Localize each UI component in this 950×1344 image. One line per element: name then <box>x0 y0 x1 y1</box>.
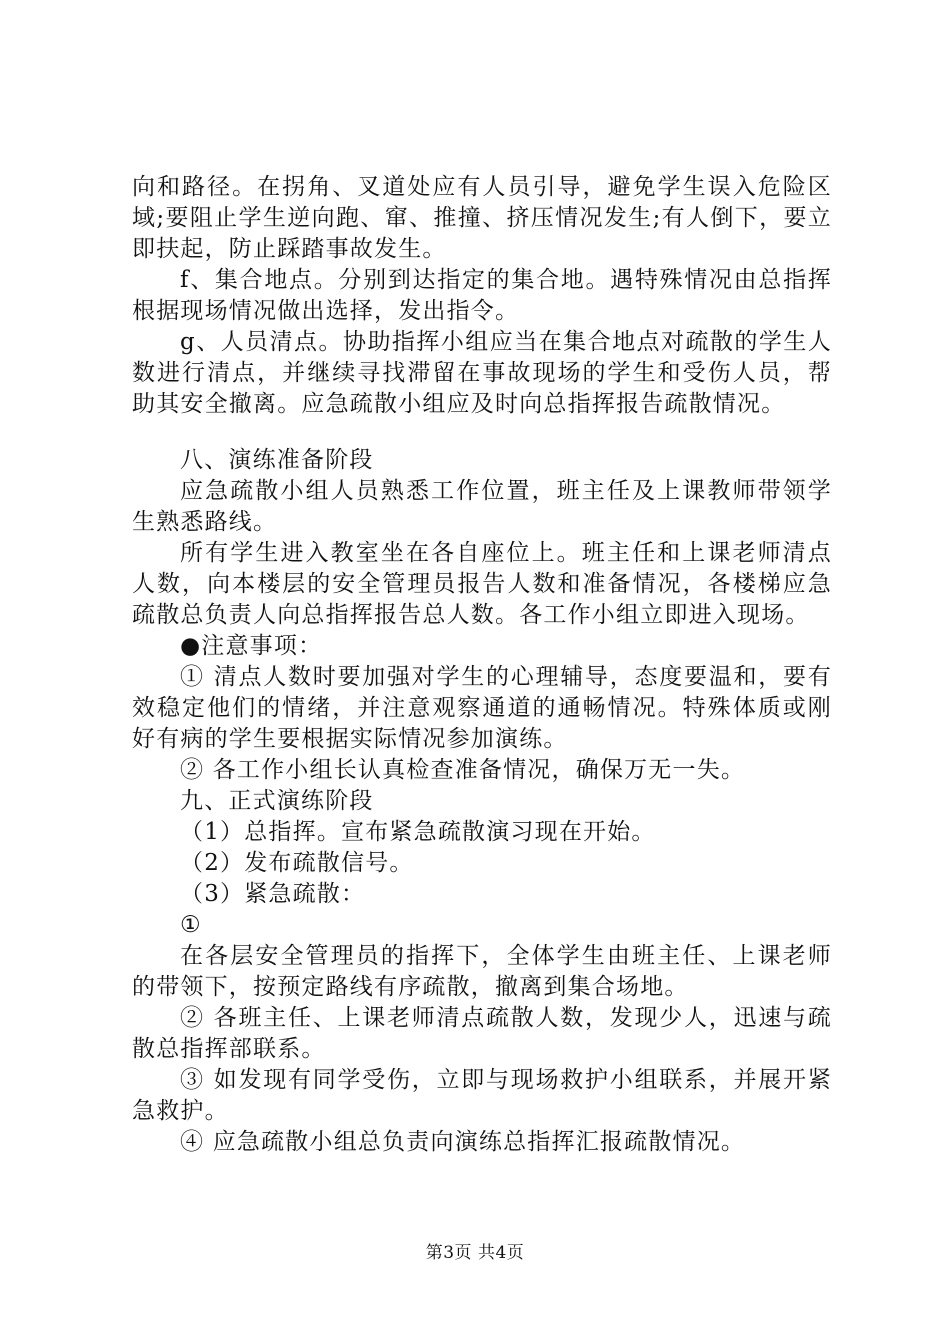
paragraph-headcount: g、人员清点。协助指挥小组应当在集合地点对疏散的学生人数进行清点，并继续寻找滞留在事故现场的学生和受伤人员，帮助其安全撤离。应急疏散小组应及时向总指挥报告疏散情况。 <box>132 329 832 417</box>
evacuation-item-1-text: 在各层安全管理员的指挥下，全体学生由班主任、上课老师的带领下，按预定路线有序疏散，撤离到集合场地。 <box>132 943 832 1000</box>
section-heading-preparation: 八、演练准备阶段 <box>180 447 374 473</box>
evacuation-item-2: ② 各班主任、上课老师清点疏散人数，发现少人，迅速与疏散总指挥部联系。 <box>132 1005 832 1062</box>
paragraph-assembly-point: f、集合地点。分别到达指定的集合地。遇特殊情况由总指挥根据现场情况做出选择，发出指令。 <box>132 267 832 324</box>
drill-step-1: （1）总指挥。宣布紧急疏散演习现在开始。 <box>180 819 656 845</box>
paragraph-route-guidance: 向和路径。在拐角、叉道处应有人员引导，避免学生误入危险区域;要阻止学生逆向跑、窜、推撞、挤压情况发生;有人倒下，要立即扶起，防止踩踏事故发生。 <box>132 174 832 262</box>
evacuation-item-3: ③ 如发现有同学受伤，立即与现场救护小组联系，并展开紧急救护。 <box>132 1067 832 1124</box>
paragraph-students-seated: 所有学生进入教室坐在各自座位上。班主任和上课老师清点人数，向本楼层的安全管理员报告人数和准备情况，各楼梯应急疏散总负责人向总指挥报告总人数。各工作小组立即进入现场。 <box>132 540 832 628</box>
evacuation-item-4: ④ 应急疏散小组总负责向演练总指挥汇报疏散情况。 <box>180 1129 746 1155</box>
paragraph-team-familiarize: 应急疏散小组人员熟悉工作位置，班主任及上课教师带领学生熟悉路线。 <box>132 478 832 535</box>
notes-heading: ●注意事项： <box>180 633 323 659</box>
drill-step-3: （3）紧急疏散： <box>180 881 366 907</box>
note-item-2: ② 各工作小组长认真检查准备情况，确保万无一失。 <box>180 757 746 783</box>
note-item-1: ① 清点人数时要加强对学生的心理辅导，态度要温和，要有效稳定他们的情绪，并注意观察通道的通畅情况。特殊体质或刚好有病的学生要根据实际情况参加演练。 <box>132 664 832 752</box>
page-number-footer: 第3页 共4页 <box>425 1243 525 1263</box>
document-body <box>132 172 832 1158</box>
evacuation-item-1-marker: ① <box>180 912 202 938</box>
section-heading-formal-drill: 九、正式演练阶段 <box>180 788 374 814</box>
drill-step-2: （2）发布疏散信号。 <box>180 850 414 876</box>
